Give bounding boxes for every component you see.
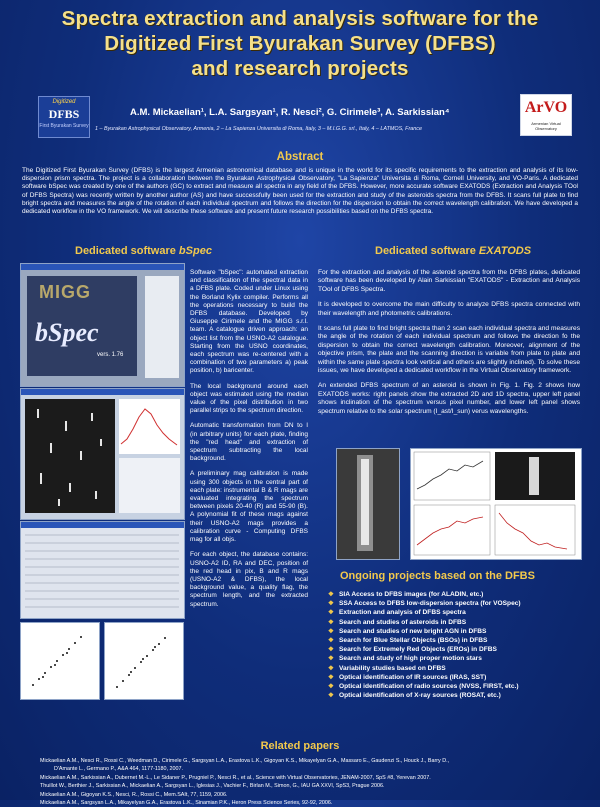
bspec-table-screenshot [20, 521, 185, 619]
list-item [328, 654, 578, 663]
dfbs-logo-line-2: DFBS [48, 107, 80, 121]
exatods-paragraph-4: An extended DFBS spectrum of an asteroid is shown in Fig. 1. Fig. 2 shows how EXATODS works: right panels show the extracted 2D and 1D spectra, upper left panel shows inclination of the spectrum versus pixel number, and lower left panel shows spectrum relative to the solar spectrum (I_ast/I_sun) verus wavelengths. [318, 382, 580, 415]
bspec-plate-screenshot [20, 388, 185, 520]
diamond-bullet-icon: ❖ [328, 646, 334, 654]
project-label: Search and studies of asteroids in DFBS [339, 618, 467, 626]
projects-list [328, 590, 578, 700]
list-item [328, 664, 578, 673]
affiliations: 1 – Byurakan Astrophysical Observatory, Armenia, 2 – La Sapienza Universita di Roma, Italy, 3 – M.I.G.G. srl., Italy, 4 – LATMOS, France [95, 126, 422, 132]
project-label: Extraction and analysis of DFBS spectra [339, 609, 466, 617]
title-line-1: Spectra extraction and analysis software for the [61, 7, 539, 30]
window-title-bar [21, 522, 184, 528]
exatods-paragraph-1: For the extraction and analysis of the asteroid spectra from the DFBS plates, dedicated software has been developed by Alain Sarkissian "EXATODS" - Extraction and Analysis TOol of DFBS Spectra. [318, 269, 580, 293]
list-item [328, 599, 578, 608]
data-table-pane [119, 458, 180, 513]
asteroid-spectrum-figure [336, 448, 400, 560]
bspec-paragraph-5: For each object, the database contains: USNO-A2 ID, RA and DEC, position of the red head in pix, B and R mags (USNO-A2 & DFBS), the local background value, a quality flag, the spectrum length, and the extracted spectrum. [190, 551, 308, 608]
diamond-bullet-icon: ❖ [328, 618, 334, 626]
diamond-bullet-icon: ❖ [328, 591, 334, 598]
arvo-logo-name: ArVO [524, 99, 568, 116]
dfbs-logo-line-1: Digitized [52, 99, 76, 105]
diamond-bullet-icon: ❖ [328, 673, 334, 681]
dfbs-logo-line-3: First Byurakan Survey [39, 123, 89, 129]
list-item [328, 608, 578, 617]
diamond-bullet-icon: ❖ [328, 627, 334, 635]
exatods-heading-name: EXATODS [478, 245, 532, 257]
project-label: SIA Access to DFBS images (for ALADIN, etc.) [339, 591, 484, 598]
project-label: Optical identification of IR sources (IRAS, SST) [339, 673, 487, 681]
project-label: Optical identification of radio sources (NVSS, FIRST, etc.) [339, 683, 519, 691]
spectrum-plot [119, 399, 180, 454]
bspec-splash-screenshot [20, 263, 185, 387]
bspec-paragraph-1: Software "bSpec": automated extraction and classification of the spectral data in a DFBS plate. Coded under Linux using the Borland Kylix compiler. Performs all the operations necessary to build the DFBS database. Developed by Giuseppe Cirimele and the MIGG s.r.l. team. A catalogue driven approach: an object list from the USNO-A2 catalogue. Starting from the USNO coordinates, each spectrum was re-centered with a combination of two parameters a) peak position, b) baricenter. [190, 269, 308, 375]
references-heading: Related papers [260, 740, 340, 752]
diamond-bullet-icon: ❖ [328, 683, 334, 691]
dfbs-logo [38, 96, 90, 138]
reference-item: Mickaelian A.M., Nesci R., Rossi C., Weedman D., Cirimele G., Sargsyan L.A., Erastova L.K., Gigoyan K.S., Mikayelyan G.A., Massaro E., Gaudenzi S., Houck J., Barry D., [40, 758, 450, 764]
authors: A.M. Mickaelian¹, L.A. Sargsyan¹, R. Nesci², G. Cirimele³, A. Sarkissian⁴ [130, 107, 450, 118]
list-item [328, 636, 578, 645]
reference-item: Mickaelian A.M., Sargsyan L.A., Mikayelyan G.A., Erastova L.K., Sinamian P.K., Heron Press Science Series, 92-92, 2006. [40, 800, 333, 807]
project-label: Search and studies of new bright AGN in DFBS [339, 627, 487, 635]
project-label: SSA Access to DFBS low-dispersion spectra (for VOSpec) [339, 600, 521, 608]
scatter-plot-r [21, 623, 99, 699]
exatods-text [318, 269, 580, 423]
reference-item: Mickaelian A.M., Sarkissian A., Dubernet M.-L., Le Sidaner P., Prugniel P., Nesci R., et al., Science with Virtual Observatories, JENAM-2007, SpS #8, Yerevan 2007. [40, 774, 431, 781]
scatter-plot-b [105, 623, 183, 699]
exatods-paragraph-2: It is developed to overcome the main difficulty to analyze DFBS spectra connected with their wavelength and photometric calibrations. [318, 301, 580, 317]
exatods-heading [375, 245, 531, 257]
bspec-heading [75, 245, 212, 257]
diamond-bullet-icon: ❖ [328, 600, 334, 608]
title-line-3: and research projects [191, 57, 409, 80]
reference-item: D'Amante L., Germano P., A&A 464, 1177-1180, 2007. [54, 766, 183, 773]
diamond-bullet-icon: ❖ [328, 664, 334, 672]
bspec-heading-prefix: Dedicated software [75, 245, 179, 257]
list-item [328, 590, 578, 599]
migg-logo: MIGG [39, 282, 91, 302]
arvo-logo-tagline: Armenian Virtual Observatory [531, 121, 561, 131]
exatods-paragraph-3: It scans full plate to find bright spectra than 2 scan each individual spectra and measures the angle of the rotation of each individual spectrum and follows the direction fo the dispersion to obtain the correct wavelength calibration. Moreover, alignment of the objective prism, the plate and the scanning direction is variable from plate to plate and within the same plate spectra look vertical and others are slightly inclined). To solve these issues, we have developed a dedicated workflow in the Virtual Observatory framework. [318, 325, 580, 375]
spectrum-plot-pane [119, 399, 180, 454]
window-title-bar [21, 264, 184, 270]
exatods-panels [411, 449, 581, 559]
list-item [328, 627, 578, 636]
asteroid-2d-spectrum [337, 449, 399, 559]
reference-item: Thuillot W., Berthier J., Sarkissian A., Mickaelian A., Sargsyan L., Iglesias J., Vachier F., Birlan M., Simon, G., IAU GA XXVI, SpS3, Prague 2006. [40, 783, 385, 790]
projects-heading: Ongoing projects based on the DFBS [340, 570, 535, 582]
plate-image-pane [25, 399, 115, 513]
list-item [328, 645, 578, 654]
bspec-heading-name: bSpec [178, 245, 212, 257]
bspec-text [190, 269, 308, 616]
project-label: Variability studies based on DFBS [339, 664, 446, 672]
arvo-logo [520, 94, 572, 136]
title-line-2: Digitized First Byurakan Survey (DFBS) [104, 32, 496, 55]
mag-calibration-plot-b [104, 622, 184, 700]
mag-calibration-plot-r [20, 622, 100, 700]
project-label: Search for Blue Stellar Objects (BSOs) in DFBS [339, 637, 488, 645]
abstract-heading: Abstract [276, 151, 324, 163]
poster-title [10, 6, 590, 81]
abstract-text: The Digitized First Byurakan Survey (DFBS) is the largest Armenian astronomical database and is unique in the world for its specific requirements to the extraction and analysis of its low-dispersion prism spectra. The project is a collaboration between the Byurakan Astrophysical Observatory, "La Sapienza" Universita di Roma, Cornell University, and VO-Paris. A dedicated software bSpec was created by one of the authors (GC) to extract and measure all spectra in any field of the DFBS. However, more accurate software EXATODS (Extraction and Analysis TOol of DFBS Spectra) was recently written by another author (AS) and have successfully been used for the extraction and study of the asteroids spectra from the DFBS. It scans full plate to find bright spectra and measures the angle of the rotation of each individual spectrum and follows the direction for the dispersion to obtain the correct wavelength calibration. We have developed a dedicated workflow in the VO framework. We will describe these software and present future research possibilities based on the DFBS spectra. [22, 167, 578, 216]
list-item [328, 682, 578, 691]
diamond-bullet-icon: ❖ [328, 637, 334, 645]
bspec-paragraph-4: A preliminary mag calibration is made using 300 objects in the central part of each plate: instrumental B & R mags are evaluated integrating the spectrum between pixels 20-40 (R) and 55-90 (B). A polynomial fit of these mags against their USNO-A2 mags provides a calibration curve - Computing DFBS mag for all objs. [190, 470, 308, 544]
project-label: Search for Extremely Red Objects (EROs) in DFBS [339, 646, 497, 654]
project-label: Search and study of high proper motion stars [339, 655, 482, 663]
diamond-bullet-icon: ❖ [328, 692, 334, 700]
list-item [328, 691, 578, 700]
diamond-bullet-icon: ❖ [328, 609, 334, 617]
splash-side-panel [145, 276, 179, 378]
reference-item: Mickaelian A.M., Gigoyan K.S., Nesci, R., Rossi C., Mem.SAIt, 77, 1159, 2006. [40, 791, 228, 798]
bspec-version: vers. 1.76 [97, 352, 124, 358]
plate-spectra-image [25, 399, 115, 513]
list-item [328, 618, 578, 627]
exatods-heading-prefix: Dedicated software [375, 245, 479, 257]
project-label: Optical identification of X-ray sources (ROSAT, etc.) [339, 692, 501, 700]
list-item [328, 673, 578, 682]
exatods-workflow-figure [410, 448, 582, 560]
diamond-bullet-icon: ❖ [328, 655, 334, 663]
bspec-paragraph-2: The local background around each object was estimated using the median value of the pixel distribution in two parallel strips to the spectrum direction. [190, 382, 308, 415]
bspec-paragraph-3: Automatic transformation from DN to I (in arbitrary units) for each plate, finding the "red head" and extraction of spectrum subtracting the local background. [190, 422, 308, 463]
bspec-logo: bSpec [35, 318, 99, 347]
catalog-table-lines [21, 529, 184, 617]
window-title-bar [21, 389, 184, 395]
